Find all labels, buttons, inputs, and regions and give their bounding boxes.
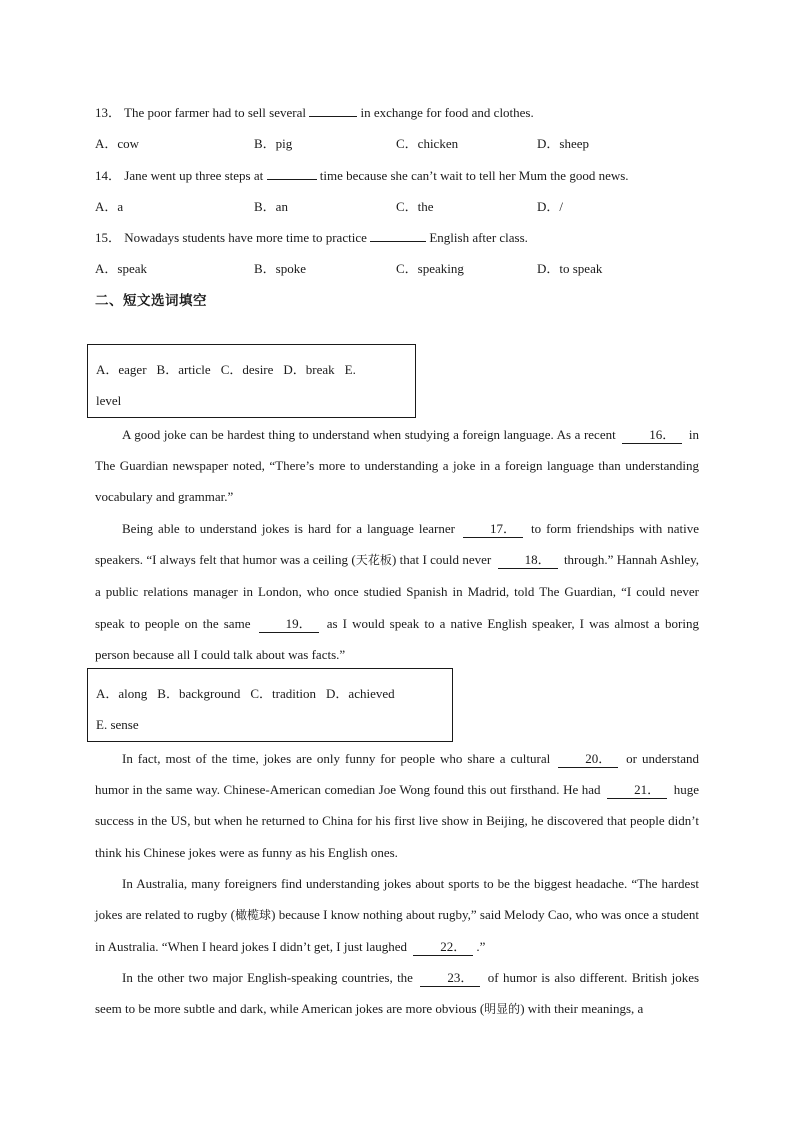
word-option: E.: [344, 362, 356, 377]
section-title: 二、短文选词填空: [95, 293, 207, 309]
word-option: A．along: [96, 686, 148, 701]
option-d: D．to speak: [537, 261, 603, 276]
option-b: B．spoke: [254, 261, 307, 276]
blank-18: 18．: [498, 552, 558, 569]
question-text: The poor farmer had to sell several: [124, 105, 306, 120]
option-c: C．the: [396, 199, 434, 214]
question-15: [95, 227, 528, 246]
word-option: D．achieved: [326, 686, 395, 701]
question-number: 14．: [95, 168, 122, 183]
option-a: A．a: [95, 199, 124, 214]
passage-paragraph-4: In Australia, many foreigners find understanding jokes about sports to be the biggest headache. “The hardest jokes are related to rugby (橄榄球) because I know nothing about rugby,” said Melody Cao, who was once a student in Australia. “When I heard jokes I didn’t get, I just laughed 22． .”: [95, 876, 699, 955]
option-b: B．pig: [254, 136, 293, 151]
blank-22: 22．: [413, 939, 473, 956]
word-option: E. sense: [96, 717, 139, 732]
option-d: D．/: [537, 199, 564, 214]
passage-paragraph-2: Being able to understand jokes is hard for a language learner 17． to form friendships with native speakers. “I always felt that humor was a ceiling (天花板) that I could never 18． through.” Hannah Ashley, a public relations manager in London, who once studied Spanish in Madrid, told The Guardian, “I could never speak to people on the same 19． as I would speak to a native English speaker, I was almost a boring person because all I could talk about was facts.”: [95, 521, 700, 662]
word-bank-line: [96, 678, 444, 709]
word-bank-box-2: [87, 668, 453, 742]
question-15-options: [95, 258, 699, 276]
question-text: English after class.: [429, 230, 528, 245]
question-text: time because she can’t wait to tell her Mum the good news.: [319, 168, 629, 183]
question-13-options: [95, 133, 699, 151]
word-option: level: [96, 393, 122, 408]
question-13: [95, 102, 534, 121]
passage-paragraph-3: In fact, most of the time, jokes are only funny for people who share a cultural 20． or understand humor in the same way. Chinese-American comedian Joe Wong found this out firsthand. He had 21． huge success in the US, but when he returned to China for his first live show in Beijing, he discovered that people didn’t think his Chinese jokes were as funny as his English ones.: [95, 751, 700, 860]
option-b: B．an: [254, 199, 288, 214]
word-bank-line: [96, 354, 407, 385]
word-option: B．background: [157, 686, 241, 701]
question-14: [95, 165, 629, 184]
answer-blank: [370, 228, 426, 242]
blank-17: 17．: [463, 521, 523, 538]
word-option: C．desire: [220, 362, 274, 377]
question-text: in exchange for food and clothes.: [360, 105, 534, 120]
blank-20: 20．: [558, 751, 618, 768]
blank-21: 21．: [607, 782, 667, 799]
option-c: C．speaking: [396, 261, 464, 276]
blank-23: 23．: [420, 970, 480, 987]
word-option: B．article: [156, 362, 211, 377]
question-number: 15．: [95, 230, 122, 245]
blank-19: 19．: [259, 616, 319, 633]
blank-16: 16．: [622, 427, 682, 444]
word-option: A．eager: [96, 362, 147, 377]
word-option: D．break: [283, 362, 335, 377]
word-bank-box-1: [87, 344, 416, 418]
answer-blank: [309, 103, 357, 117]
passage-paragraph-1: A good joke can be hardest thing to understand when studying a foreign language. As a recent 16． in The Guardian newspaper noted, “There’s more to understanding a joke in a foreign language than understanding vocabulary and grammar.”: [95, 427, 699, 505]
answer-blank: [267, 166, 317, 180]
question-text: Nowadays students have more time to practice: [124, 230, 367, 245]
option-a: A．speak: [95, 261, 147, 276]
question-text: Jane went up three steps at: [124, 168, 264, 183]
question-14-options: [95, 196, 699, 214]
word-option: C．tradition: [250, 686, 317, 701]
option-c: C．chicken: [396, 136, 459, 151]
passage-paragraph-5: In the other two major English-speaking countries, the 23． of humor is also different. British jokes seem to be more subtle and dark, while American jokes are more obvious (明显的) with their meanings, a: [95, 970, 700, 1017]
question-number: 13．: [95, 105, 122, 120]
option-a: A．cow: [95, 136, 140, 151]
option-d: D．sheep: [537, 136, 589, 151]
